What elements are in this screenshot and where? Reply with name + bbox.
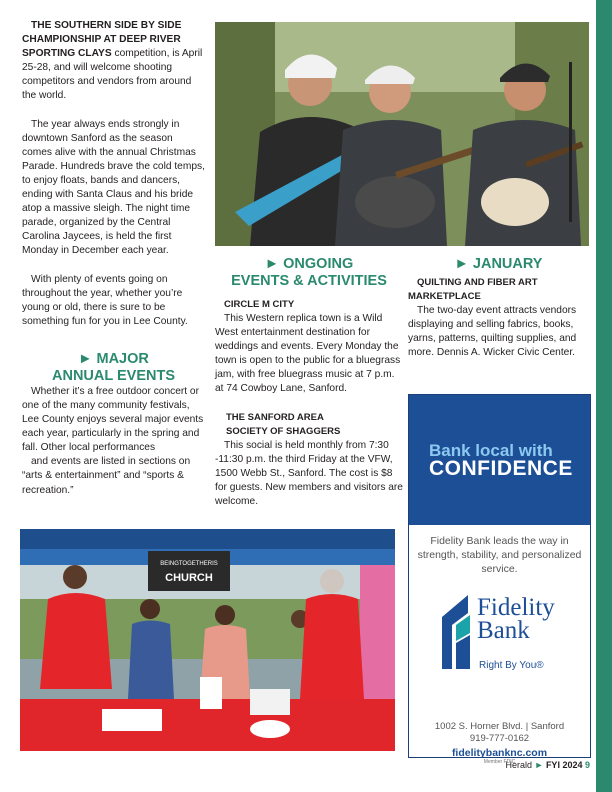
- bank-website-link[interactable]: fidelitybanknc.com: [451, 747, 548, 759]
- publication-name: Herald: [505, 760, 532, 770]
- subheading-society-of-shaggers: [215, 411, 403, 439]
- band-photo-image: [215, 22, 589, 246]
- fidelity-bank-logo-icon: [438, 595, 474, 669]
- ad-headline: Bank local with: [429, 441, 553, 460]
- footer-arrow-icon: ►: [534, 760, 544, 770]
- banner-text: BEINGTOGETHERIS: [160, 561, 218, 567]
- column-left: [22, 19, 205, 498]
- church-booth-photo-image: [20, 529, 395, 751]
- subheading-circle-m-city: CIRCLE M CITY: [224, 299, 295, 310]
- bank-address-block: [409, 721, 590, 745]
- heading-line: ► MAJOR: [78, 350, 149, 367]
- bank-slogan: Right By You®: [479, 660, 544, 671]
- paragraph: This Western replica town is a Wild West entertainment destination for weddings and events. Every Monday the town is open to the public for a bluegrass jam, with free bluegrass music at 7 p.m. at 74 Cowboy Lane, Sanford.: [215, 313, 401, 395]
- paragraph: The two-day event attracts vendors displaying and selling fabrics, books, yarns, patterns, quilting supplies, and more. Dennis A. Wicker Civic Center.: [408, 305, 577, 359]
- subheading-line: SOCIETY OF SHAGGERS: [226, 425, 341, 437]
- paragraph: and events are listed in sections on “arts & entertainment” and “sports & recreation.”: [22, 456, 191, 496]
- logo-line: Bank: [477, 617, 530, 644]
- column-right: [408, 256, 589, 360]
- section-heading-major-events: [22, 351, 205, 385]
- fdic-notice: Member FDIC: [483, 759, 516, 765]
- ad-tagline: Fidelity Bank leads the way in strength, stability, and personalized service.: [417, 535, 582, 575]
- issue-name: FYI 2024: [545, 760, 583, 770]
- heading-line: ► ONGOING: [264, 256, 354, 272]
- page-footer: [505, 760, 590, 770]
- page-edge-bar: [596, 0, 612, 792]
- logo-line: Fidelity: [477, 594, 555, 621]
- photo-church-booth: [20, 529, 395, 751]
- paragraph: The year always ends strongly in downtown Sanford as the season comes alive with the annual Christmas Parade. Hundreds brave the cold temps, to enjoy floats, bands and dancers, ending with Santa Claus and his bride atop a massive sleigh. The night time parade, organized by the Central Carolina Jaycees, is held the first Monday in December each year.: [22, 118, 205, 257]
- bank-phone: 919-777-0162: [469, 733, 530, 744]
- bank-logo-text: [477, 596, 555, 642]
- banner-text: CHURCH: [165, 572, 213, 584]
- ad-headline-panel: [409, 395, 590, 525]
- subheading-line: THE SANFORD AREA: [226, 411, 324, 423]
- heading-line: ANNUAL EVENTS: [52, 367, 175, 384]
- heading-line: EVENTS & ACTIVITIES: [231, 273, 387, 289]
- page-number: 9: [584, 760, 590, 770]
- bank-address: 1002 S. Horner Blvd. | Sanford: [434, 721, 565, 732]
- section-heading-ongoing-events: [215, 256, 403, 290]
- paragraph: This social is held monthly from 7:30 -11:30 p.m. the third Friday at the VFW, 1500 Webb St., Sanford. The cost is $8 for guests. New members and visitors are welcome.: [215, 439, 403, 507]
- subheading-quilting-marketplace: [408, 276, 589, 304]
- event-name: THE SOUTHERN SIDE BY SIDE CHAMPIONSHIP AT DEEP RIVER SPORTING CLAYS: [22, 20, 182, 60]
- paragraph: Whether it’s a free outdoor concert or one of the many community festivals, Lee County enjoys several major events each year, particularly in the spring and fall. Other local performances: [22, 385, 204, 454]
- paragraph-text: competition, is April 25-28, and will welcome shooting competitors and vendors from around the world.: [22, 48, 203, 102]
- ad-headline-emphasis: CONFIDENCE: [429, 457, 573, 480]
- section-heading-january: ► JANUARY: [454, 256, 543, 272]
- subheading-line: QUILTING AND FIBER ART: [417, 277, 538, 288]
- paragraph: [22, 19, 205, 104]
- photo-bluegrass-band: [215, 22, 589, 246]
- subheading-line: MARKETPLACE: [408, 291, 481, 302]
- column-middle: [215, 256, 403, 509]
- paragraph: With plenty of events going on throughout the year, whether you’re young or old, there is sure to be something fun for you in Lee County.: [22, 273, 188, 327]
